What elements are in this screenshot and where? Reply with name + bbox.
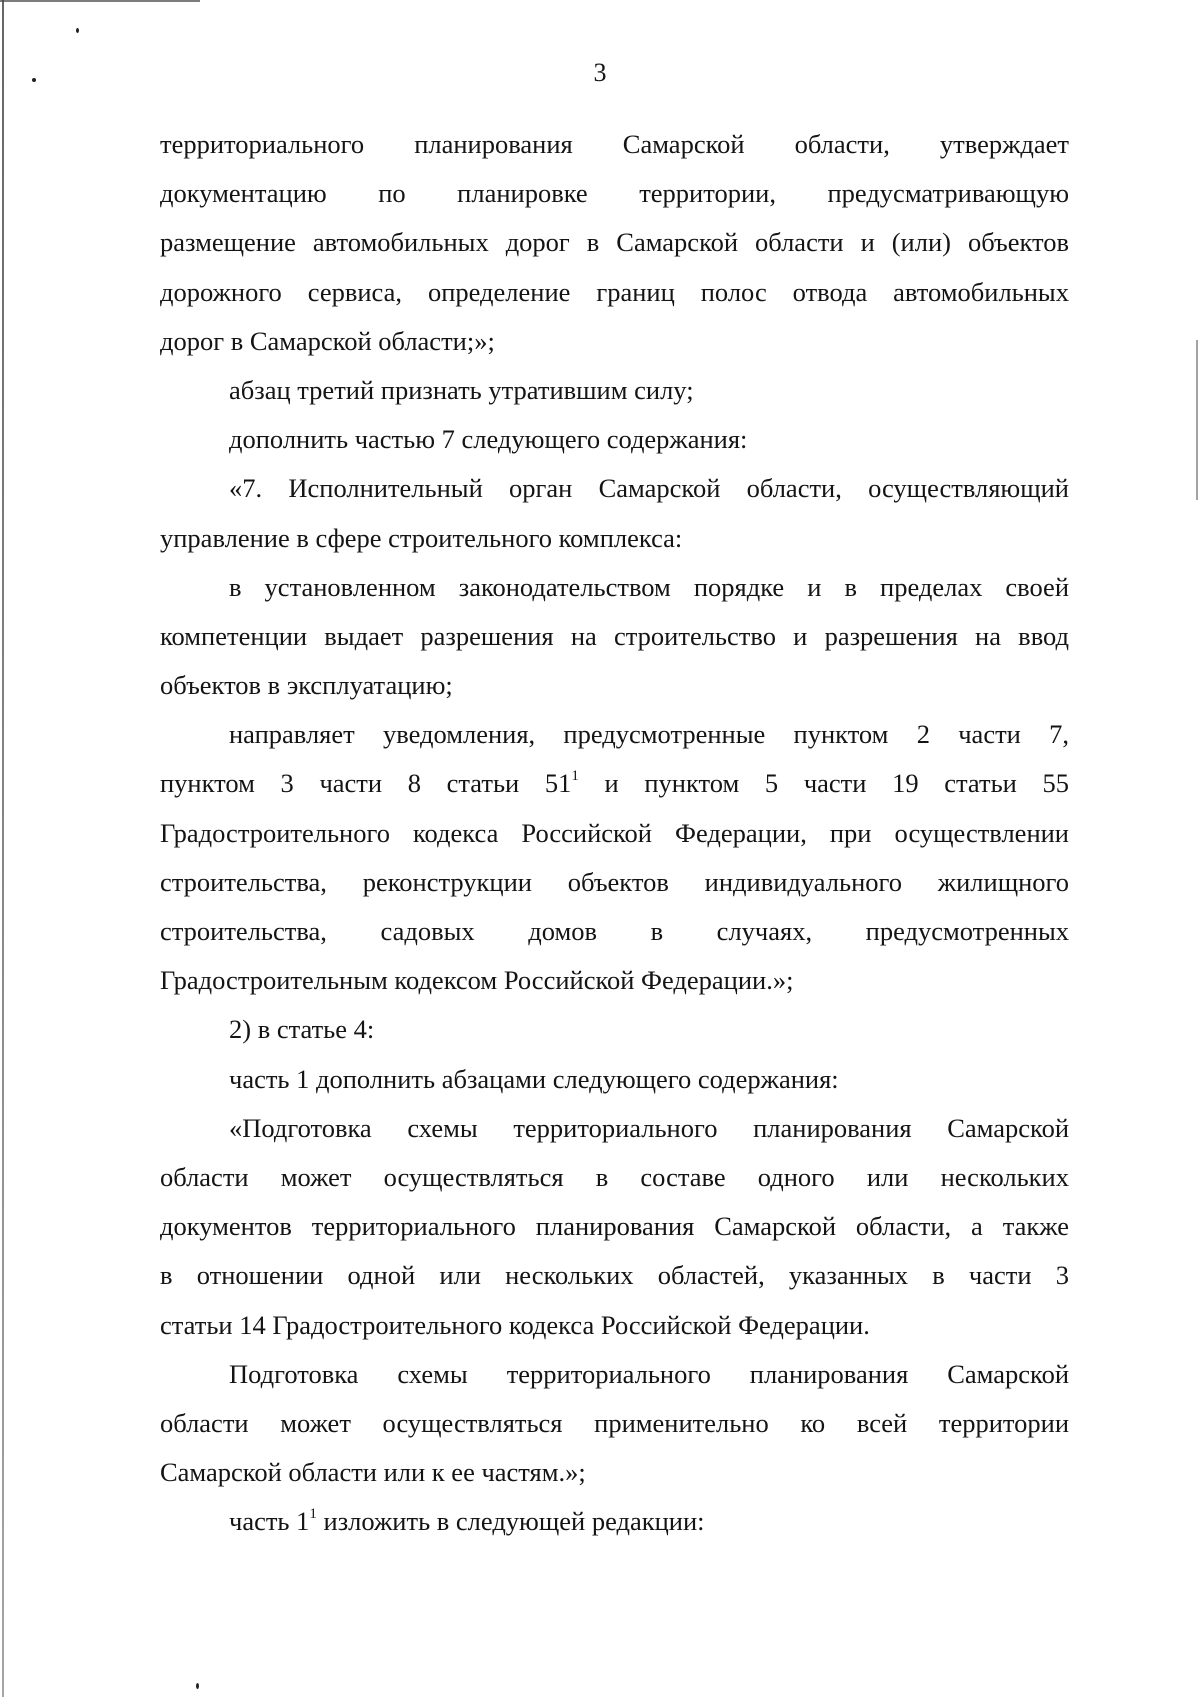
text-line: размещение автомобильных дорог в Самарской области и (или) объектов <box>160 227 1069 258</box>
text-line: Подготовка схемы территориального планирования Самарской <box>229 1358 1069 1389</box>
text-line: области может осуществляться применительно ко всей территории <box>160 1407 1069 1438</box>
text-line: «7. Исполнительный орган Самарской области, осуществляющий <box>229 473 1069 504</box>
text-line: направляет уведомления, предусмотренные пунктом 2 части 7, <box>229 719 1069 750</box>
text-line: 2) в статье 4: <box>229 1014 375 1045</box>
superscript: 1 <box>309 1506 317 1523</box>
text-line: области может осуществляться в составе одного или нескольких <box>160 1161 1069 1192</box>
text-line: строительства, реконструкции объектов индивидуального жилищного <box>160 866 1069 897</box>
text-line: дорожного сервиса, определение границ полос отвода автомобильных <box>160 276 1069 307</box>
text-line: абзац третий признать утратившим силу; <box>229 374 694 405</box>
text-line: объектов в эксплуатацию; <box>160 670 453 701</box>
scan-speck <box>76 28 79 33</box>
text-fragment: часть 1 <box>229 1506 310 1537</box>
text-line: в установленном законодательством порядке и в пределах своей <box>229 571 1069 602</box>
text-line: документов территориального планирования Самарской области, а также <box>160 1211 1069 1242</box>
text-line: Градостроительного кодекса Российской Федерации, при осуществлении <box>160 817 1069 848</box>
text-line: строительства, садовых домов в случаях, предусмотренных <box>160 916 1069 946</box>
text-line: документацию по планировке территории, предусматривающую <box>160 178 1069 209</box>
text-line: Градостроительным кодексом Российской Федерации.»; <box>160 965 794 996</box>
scan-edge-left <box>2 0 4 1697</box>
text-line <box>160 759 1069 808</box>
document-body <box>160 120 1069 1546</box>
text-line: дополнить частью 7 следующего содержания: <box>229 424 748 455</box>
text-line: Самарской области или к ее частям.»; <box>160 1457 586 1488</box>
scan-speck <box>196 1683 199 1689</box>
text-line: управление в сфере строительного комплекса: <box>160 522 683 553</box>
scan-edge-right <box>1196 340 1198 500</box>
text-line: в отношении одной или нескольких областей, указанных в части 3 <box>160 1260 1069 1291</box>
text-fragment: пунктом 3 части 8 статьи 51 <box>160 768 572 799</box>
text-line: «Подготовка схемы территориального планирования Самарской <box>229 1112 1069 1143</box>
text-line: часть 1 дополнить абзацами следующего содержания: <box>229 1063 839 1094</box>
text-line: статьи 14 Градостроительного кодекса Российской Федерации. <box>160 1309 870 1340</box>
text-line: дорог в Самарской области;»; <box>160 325 495 356</box>
superscript: 1 <box>571 768 579 785</box>
text-fragment: и пунктом 5 части 19 статьи 55 <box>578 768 1069 799</box>
text-fragment: изложить в следующей редакции: <box>316 1506 705 1537</box>
text-line <box>160 1497 1069 1546</box>
page-number: 3 <box>593 58 607 87</box>
text-line: территориального планирования Самарской области, утверждает <box>160 129 1069 159</box>
text-line: компетенции выдает разрешения на строительство и разрешения на ввод <box>160 620 1069 651</box>
scan-edge-top <box>0 0 200 2</box>
